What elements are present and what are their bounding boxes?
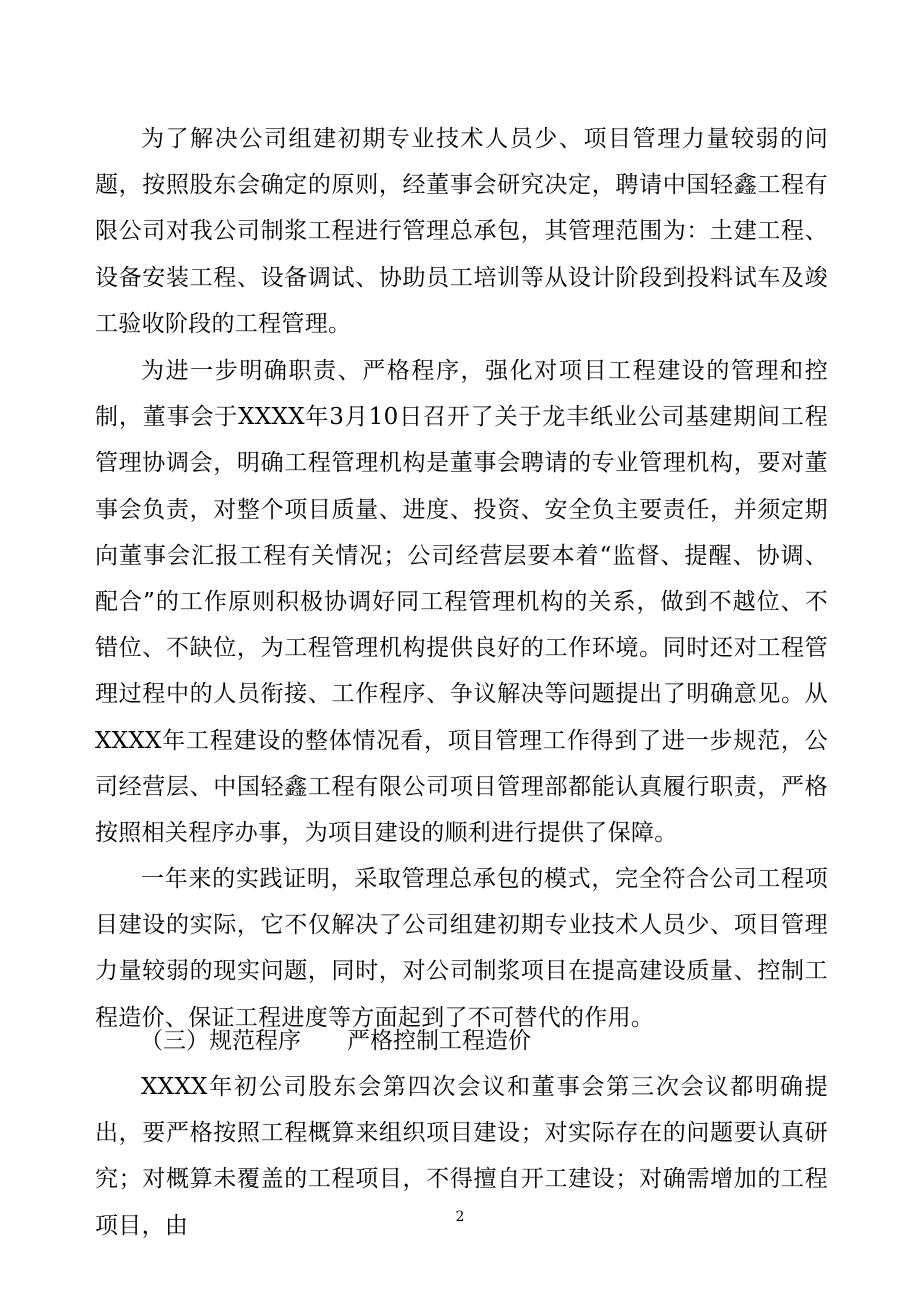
paragraph-shareholder-meeting: XXXX年初公司股东会第四次会议和董事会第三次会议都明确提出，要严格按照工程概算来组织项目建设；对实际存在的问题要认真研究；对概算未覆盖的工程项目，不得擅自开工建设；对确需增加的工程项目，由 bbox=[95, 1074, 828, 1239]
paragraph-coordination-meeting: 为进一步明确职责、严格程序，强化对项目工程建设的管理和控制，董事会于XXXX年3月10日召开了关于龙丰纸业公司基建期间工程管理协调会，明确工程管理机构是董事会聘请的专业管理机构，要对董事会负责，对整个项目质量、进度、投资、安全负主要责任，并须定期向董事会汇报工程有关情况；公司经营层要本着“监督、提醒、协调、配合”的工作原则积极协调好同工程管理机构的关系，做到不越位、不错位、不缺位，为工程管理机构提供良好的工作环境。同时还对工程管理过程中的人员衔接、工作程序、争议解决等问题提出了明确意见。从XXXX年工程建设的整体情况看，项目管理工作得到了进一步规范，公司经营层、中国轻鑫工程有限公司项目管理部都能认真履行职责，严格按照相关程序办事，为项目建设的顺利进行提供了保障。 bbox=[95, 358, 828, 847]
paragraph-practice-proof: 一年来的实践证明，采取管理总承包的模式，完全符合公司工程项目建设的实际，它不仅解决了公司组建初期专业技术人员少、项目管理力量较弱的现实问题，同时，对公司制浆项目在提高建设质量、控制工程造价、保证工程进度等方面起到了不可替代的作用。 bbox=[95, 866, 828, 1031]
paragraph-management-contracting: 为了解决公司组建初期专业技术人员少、项目管理力量较弱的问题，按照股东会确定的原则，经董事会研究决定，聘请中国轻鑫工程有限公司对我公司制浆工程进行管理总承包，其管理范围为：土建工程、设备安装工程、设备调试、协助员工培训等从设计阶段到投料试车及竣工验收阶段的工程管理。 bbox=[95, 126, 828, 337]
section-heading: （三）规范程序 严格控制工程造价 bbox=[140, 1028, 531, 1054]
page-number: 2 bbox=[455, 1209, 465, 1225]
